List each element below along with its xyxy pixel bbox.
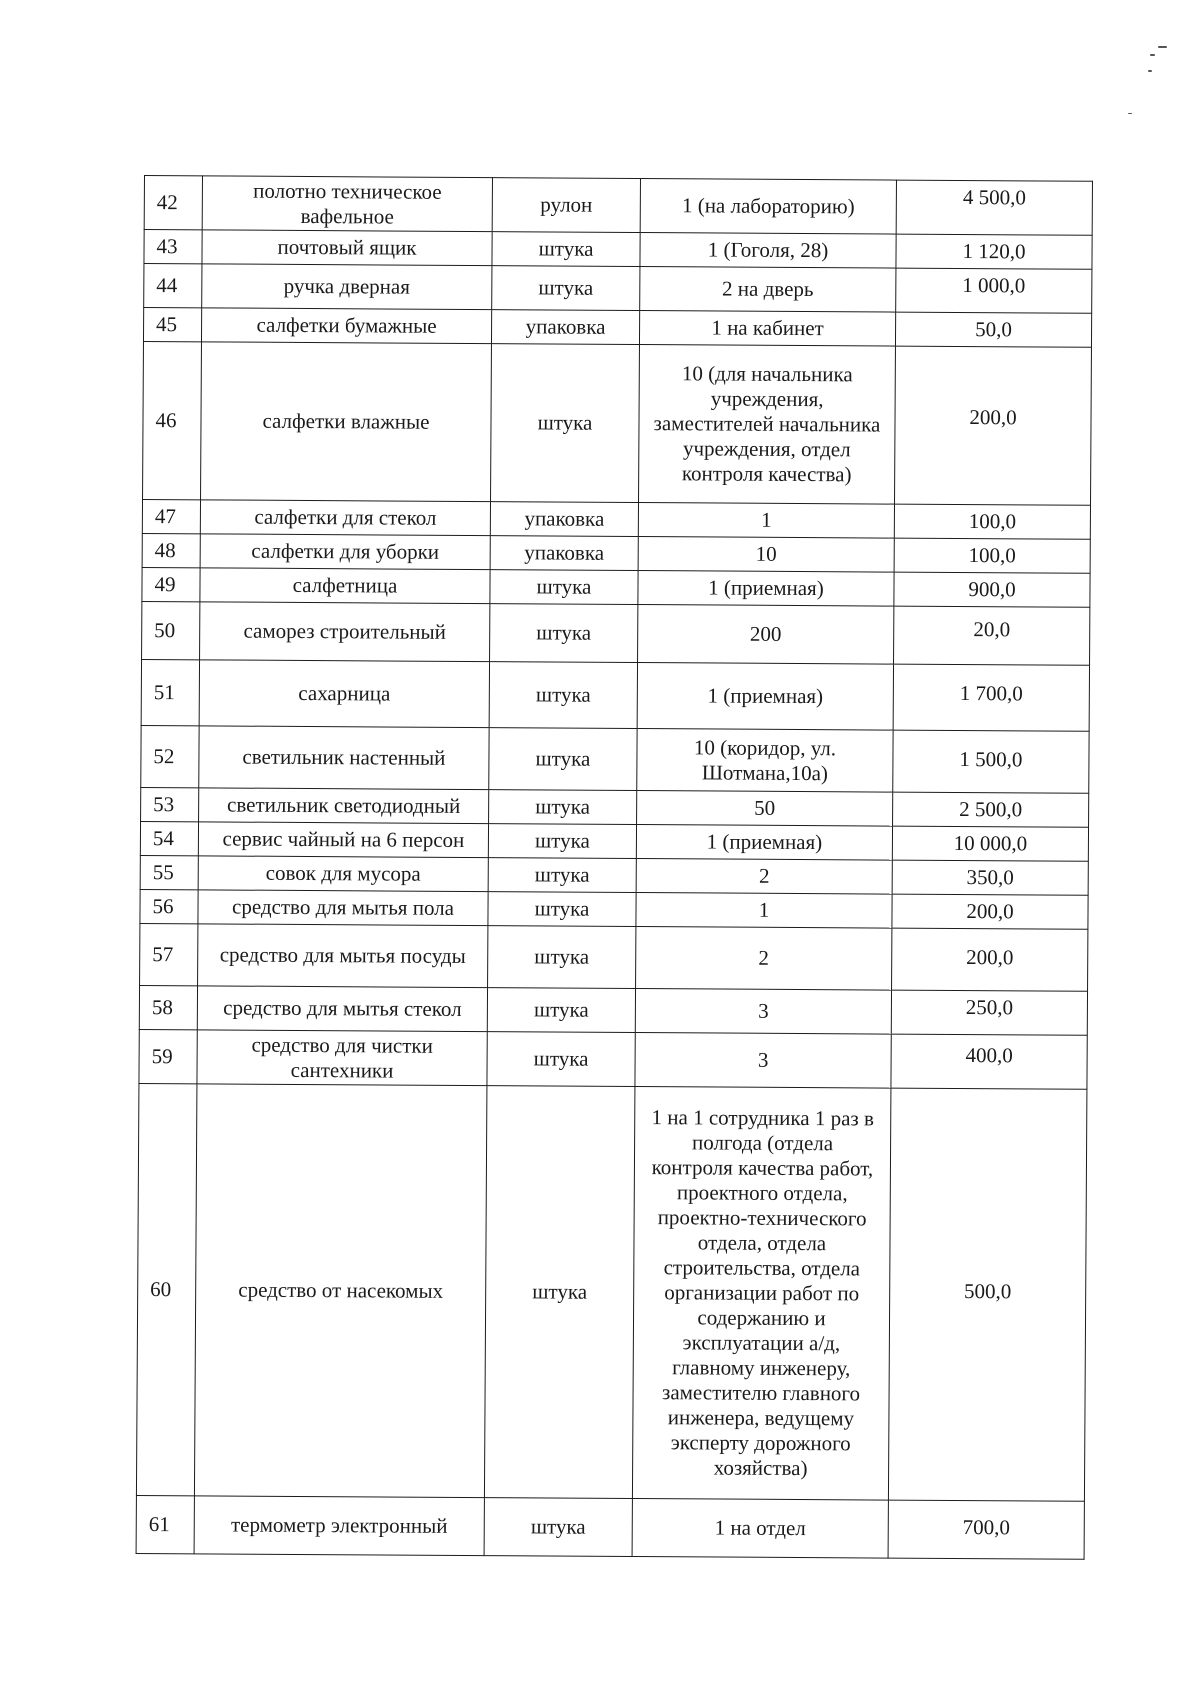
scan-speck [1128, 113, 1132, 114]
table-row [139, 985, 1087, 1035]
item-price: 200,0 [892, 928, 1088, 991]
table-row [143, 308, 1091, 348]
table-row [136, 1083, 1086, 1501]
item-price: 100,0 [894, 504, 1090, 539]
item-price: 500,0 [888, 1088, 1087, 1501]
item-name: салфетки влажные [201, 342, 492, 502]
item-unit: штука [491, 344, 640, 503]
item-name: средство для мытья стекол [197, 986, 487, 1032]
row-number: 58 [139, 985, 197, 1029]
row-number: 44 [144, 264, 202, 308]
item-price: 50,0 [895, 312, 1091, 347]
item-price: 1 000,0 [896, 268, 1092, 313]
row-number: 60 [136, 1083, 197, 1495]
item-price: 1 500,0 [893, 730, 1089, 793]
row-number: 48 [142, 533, 200, 567]
item-price: 10 000,0 [892, 826, 1088, 861]
item-unit: упаковка [491, 310, 639, 345]
item-price: 250,0 [891, 990, 1087, 1035]
item-price: 2 500,0 [893, 792, 1089, 827]
item-quantity: 2 [636, 927, 892, 991]
item-price: 100,0 [894, 538, 1090, 573]
table-row [141, 787, 1089, 827]
item-unit: штука [487, 1032, 635, 1087]
item-unit: штука [484, 1086, 635, 1499]
table-row [140, 889, 1088, 929]
table-body [136, 176, 1092, 1560]
table-row [139, 1029, 1087, 1089]
table-row [143, 341, 1092, 505]
item-price: 350,0 [892, 860, 1088, 895]
item-name: термометр электронный [194, 1496, 484, 1556]
item-unit: штука [490, 604, 638, 663]
item-unit: штука [489, 728, 637, 791]
item-price: 400,0 [891, 1034, 1087, 1089]
item-name: салфетки для уборки [200, 534, 490, 570]
item-unit: штука [487, 988, 635, 1033]
item-unit: рулон [492, 178, 640, 233]
item-quantity: 1 [636, 893, 892, 929]
item-name: средство для мытья посуды [198, 924, 488, 988]
table-row [144, 264, 1092, 314]
row-number: 43 [144, 230, 202, 264]
item-unit: штука [488, 926, 636, 989]
row-number: 54 [140, 821, 198, 855]
row-number: 57 [140, 923, 198, 985]
item-price: 200,0 [895, 346, 1092, 505]
scan-speck [1148, 70, 1152, 72]
item-name: салфетница [200, 568, 490, 604]
row-number: 46 [143, 341, 202, 499]
item-name: средство для мытья пола [198, 890, 488, 926]
item-price: 900,0 [894, 572, 1090, 607]
item-quantity: 1 (на лабораторию) [640, 179, 896, 235]
item-price: 700,0 [888, 1500, 1084, 1559]
item-unit: штука [488, 824, 636, 859]
row-number: 59 [139, 1029, 197, 1083]
item-name: светильник настенный [199, 726, 489, 790]
row-number: 49 [142, 567, 200, 601]
item-unit: штука [490, 570, 638, 605]
row-number: 61 [136, 1495, 194, 1553]
item-name: салфетки для стекол [200, 500, 490, 536]
row-number: 55 [140, 855, 198, 889]
item-quantity: 3 [635, 989, 891, 1035]
item-unit: упаковка [490, 536, 638, 571]
item-quantity: 1 на кабинет [639, 311, 895, 347]
table-row [144, 176, 1092, 236]
item-name: сахарница [199, 660, 489, 728]
item-price: 4 500,0 [896, 180, 1092, 235]
item-price: 1 120,0 [896, 234, 1092, 269]
item-name: ручка дверная [202, 264, 492, 310]
table-row [141, 725, 1089, 793]
item-name: средство от насекомых [194, 1084, 487, 1498]
item-name: светильник светодиодный [199, 788, 489, 824]
table-row [140, 923, 1088, 991]
item-unit: штука [488, 858, 636, 893]
item-quantity: 2 [636, 859, 892, 895]
row-number: 47 [142, 499, 200, 533]
item-quantity: 10 (коридор, ул. Шотмана,10а) [637, 729, 893, 793]
item-unit: штука [492, 232, 640, 267]
row-number: 45 [143, 308, 201, 342]
item-name: почтовый ящик [202, 230, 492, 266]
item-quantity: 1 на отдел [632, 1499, 888, 1559]
row-number: 50 [142, 601, 200, 659]
item-quantity: 200 [638, 605, 894, 665]
item-price: 20,0 [894, 606, 1090, 665]
item-quantity: 1 (приемная) [636, 825, 892, 861]
item-quantity: 3 [635, 1033, 891, 1089]
item-quantity: 10 [638, 537, 894, 573]
table-row [141, 659, 1089, 731]
table-row [142, 601, 1090, 665]
item-unit: штука [488, 892, 636, 927]
item-unit: штука [489, 662, 637, 729]
item-name: совок для мусора [198, 856, 488, 892]
row-number: 42 [144, 176, 202, 230]
scan-speck [1158, 46, 1167, 48]
item-quantity: 10 (для начальника учреждения, заместителей начальника учреждения, отдел контроля качества) [639, 345, 896, 505]
item-quantity: 1 на 1 сотрудника 1 раз в полгода (отдела контроля качества работ, проектного отдела, проектно-технического отдела, отдела строительства, отдела организации работ по содержанию и эксплуатации а/д, главному инженеру, заместителю главного инженера, ведущему эксперту дорожного хозяйства) [632, 1087, 891, 1501]
row-number: 53 [141, 787, 199, 821]
item-quantity: 1 [638, 503, 894, 539]
table-row [136, 1495, 1084, 1559]
supplies-table [136, 175, 1093, 1560]
item-unit: штука [492, 266, 640, 311]
item-unit: штука [489, 790, 637, 825]
item-name: средство для чистки сантехники [197, 1030, 487, 1086]
scan-speck [1150, 54, 1155, 56]
table-row [142, 533, 1090, 573]
item-name: салфетки бумажные [201, 308, 491, 344]
table-row [140, 855, 1088, 895]
item-quantity: 1 (приемная) [637, 663, 893, 731]
item-unit: упаковка [490, 502, 638, 537]
item-quantity: 1 (Гоголя, 28) [640, 233, 896, 269]
table-row [142, 499, 1090, 539]
item-name: сервис чайный на 6 персон [198, 822, 488, 858]
item-quantity: 50 [637, 791, 893, 827]
item-quantity: 2 на дверь [640, 267, 896, 313]
table-row [140, 821, 1088, 861]
item-price: 1 700,0 [893, 664, 1089, 731]
item-name: саморез строительный [200, 602, 490, 662]
item-quantity: 1 (приемная) [638, 571, 894, 607]
row-number: 56 [140, 889, 198, 923]
item-unit: штука [484, 1498, 632, 1557]
row-number: 52 [141, 725, 199, 787]
table-row [142, 567, 1090, 607]
row-number: 51 [141, 659, 199, 725]
item-price: 200,0 [892, 894, 1088, 929]
table-row [144, 230, 1092, 270]
item-name: полотно техническое вафельное [202, 176, 492, 232]
